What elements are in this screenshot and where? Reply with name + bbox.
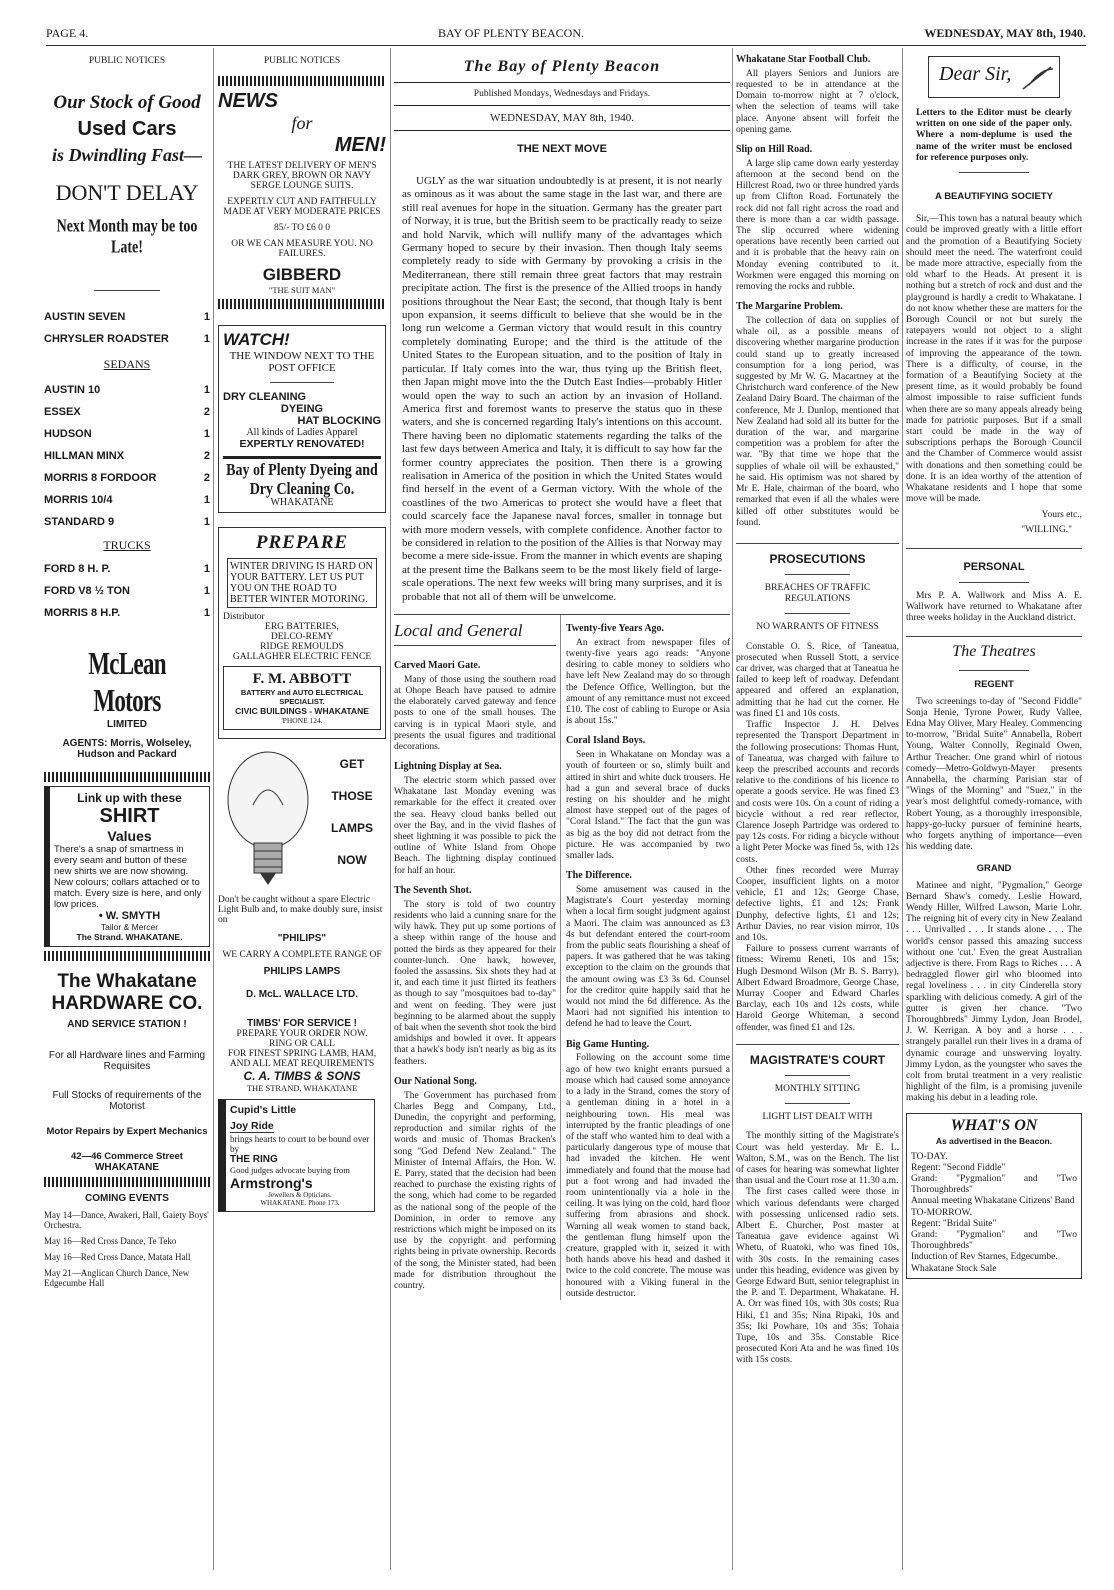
now: NOW (337, 853, 367, 867)
article-text: The first cases called were those in which various defendants were charged with possessing unlicensed radio sets. Albert E. Churcher, Post master at Taneatua gave evidence against Wi Whetu, of Ruatoki, who was fined 10s, with 30s costs. In the remaining cases under this heading, evidence was given by George Edward Butt, senior telegraphist in the P. and T. Department, Whakatane. H. A. Orr was fined 10s, with 30s costs; Rua Hiki, £1 and 35s; Nina Ripaki, 10s and 35s; Iki Powhare, 10s and 35s; Tohaia Tupe, 10s and 35s. Constable Rice prosecuted Kori Ata and he was fined 10s with 15s costs. (736, 1187, 899, 1366)
winter-driving: WINTER DRIVING IS HARD ON YOUR BATTERY. LET US PUT YOU ON THE ROAD TO BETTER WINTER MOTORING. (227, 558, 377, 608)
sedan-list (44, 384, 210, 528)
article-text: The Government has purchased from Charles Begg and Company, Ltd., Dunedin, the copyright and performing, reproduction and similar rights of the words and music of Thomas Bracken's song "God Defend New Zealand." The Minister of Internal Affairs, the Hon. W. E. Parry, stated that the decision had been reached to purchase the existing rights of the song, which had come to be regarded as the national song of the people of the Dominion, in order to remove any restrictions which might be imposed on its use by the copyright and performing rights being in private ownership. Records of the song, the Minister stated, had been made for distribution throughout the country. (394, 1090, 556, 1291)
local-general (394, 615, 730, 1300)
dyeing: DYEING (280, 403, 324, 415)
list-item-count: 1 (203, 585, 210, 597)
jewellers-phone: WHAKATANE. Phone 173. (260, 1199, 340, 1207)
used-cars-line3: is Dwindling Fast— (51, 145, 203, 165)
list-item (44, 311, 210, 323)
judges: Good judges advocate buying from (230, 1165, 350, 1175)
column-divider (390, 48, 391, 1570)
philips-lamps: PHILIPS LAMPS (263, 966, 341, 977)
list-item-label: FORD 8 H. P. (44, 563, 111, 575)
article-text: The electric storm which passed over Whakatane last Monday evening was remarkable for the effect it created over the sea. Heavy cloud banks belled out over the Bay, and in the vivid flashes of sheet lightning it was possible to pick the outline of White Island from Ohope Beach. The lightning display continued for half an hour. (394, 776, 556, 876)
hat: HAT BLOCKING (297, 415, 381, 427)
window: THE WINDOW NEXT TO THE POST OFFICE (229, 350, 375, 374)
hardware-line5: Full Stocks of requirements of the Motorist (52, 1090, 202, 1112)
dry: DRY CLEANING (223, 391, 307, 403)
beautifying-heading: A BEAUTIFYING SOCIETY (935, 191, 1053, 203)
letters-note: Letters to the Editor must be clearly written on one side of the paper only. Where a nom-deplume is used the name of the writer must be enclosed for reference purposes only. (916, 108, 1072, 163)
article-text: An extract from newspaper files of twenty-five years ago reads: "Anyone desiring to cable money to soldiers who have left New Zealand may do so through the Defence Office, Wellington, but the amount of any remittance must not exceed £10. The cost of cabling to Europe or Asia is about 15s." (566, 637, 730, 727)
grand-heading: GRAND (976, 863, 1012, 875)
abbott-phone: 'PHONE 124. (281, 716, 323, 725)
list-item (44, 607, 210, 619)
armstrong: Armstrong's (230, 1175, 313, 1191)
hardware-line1: The Whakatane (57, 971, 197, 992)
willing: "WILLING." (1021, 524, 1072, 535)
coming-events: COMING EVENTS (85, 1193, 169, 1204)
grand-text: Matinee and night, "Pygmalion," George Bernard Shaw's comedy. Leslie Howard, Wendy Hiller, Wilfred Lawson, Marie Lohr. The reigning hit of every city in New Zealand . . . Unrivalled . . . It stands alone . . . The world's censor passed this amazing success without one 'cut.' Even the great Australian adjective is there. From Rags to Riches . . . A bedraggled flower girl who bloomed into regal loveliness . . . in city Cinderella story sparkling with delicious comedy. A girl of the gutter is given her chance. "Two Thoroughbreds" Jimmy Lydon, Joan Brodel, J. W. Kerrigan. A boy and a horse . . . strangely parallel run their lives in a drama of dynamic courage and unswerving loyalty. Jimmy Lydon, as the youngster who saves the colt from brutal treatment in a very realistic highlight of the film, is a promising juvenile making his debut in a leading role. (906, 880, 1082, 1104)
column-divider (902, 48, 903, 1570)
gibberd: GIBBERD (262, 265, 342, 284)
battery-ad (218, 527, 386, 739)
quill-pen-icon (1021, 65, 1055, 91)
whakatane: WHAKATANE (270, 497, 334, 508)
truck-list (44, 563, 210, 619)
editorial-title: THE NEXT MOVE (517, 143, 607, 155)
expertly-text: EXPERTLY CUT AND FAITHFULLY MADE AT VERY MODERATE PRICES (223, 197, 381, 217)
article-title: Carved Maori Gate. (394, 660, 481, 672)
men: MEN! (334, 134, 386, 156)
public-notices-heading-2: PUBLIC NOTICES (263, 56, 341, 66)
masthead: The Bay of Plenty Beacon (463, 58, 661, 75)
list-item-label: ESSEX (44, 406, 81, 418)
light-bulb-icon (218, 745, 318, 895)
car-list (44, 311, 210, 345)
regent-heading: REGENT (974, 679, 1014, 691)
list-item (44, 406, 210, 418)
hardware-line6: Motor Repairs by Expert Mechanics (46, 1126, 208, 1137)
local-general-heading: Local and General (394, 621, 556, 646)
article-title: Twenty-five Years Ago. (566, 623, 665, 634)
hardware-line7: 42—46 Commerce Street (71, 1151, 183, 1162)
timbs-meat: FOR FINEST SPRING LAMB, HAM, AND ALL MEAT REQUIREMENTS (227, 1049, 377, 1069)
article-title: Big Game Hunting. (566, 1038, 650, 1050)
ladies: All kinds of Ladies Apparel (246, 427, 358, 438)
column-2 (218, 48, 386, 1570)
whats-on-sub: As advertised in the Beacon. (935, 1135, 1053, 1146)
event-list (44, 1210, 210, 1288)
list-item (44, 563, 210, 575)
article-text: Other fines recorded were Murray Cooper, insufficient lights on a motor vehicle, £1 and 12s; George Chase, defective lights, £1 and 12s; Frank Dunphy, defective lights, £1 and 12s; Arthur Davies, no rear vision mirror, 10s and 10s. (736, 865, 899, 943)
list-item (44, 585, 210, 597)
used-cars-line2: Used Cars (77, 118, 177, 140)
editorial-text: UGLY as the war situation undoubtedly is at present, it is not nearly as ominous as it was about the same stage in the last war, and there are still real avenues for hope in the situation. Germany has the greater part of Norway, it is true, but the British seem to be practically ready to seize and hold Narvik, which will nullify many of the advantages which Germany hoped to secure by their invasion. Then though Italy seems completely ready to side with Germany by provoking a crisis in the Mediterranean, there still remain three great factors that may restrain precipitate action. The first is the presence of the Allied troops in handy positions throughout the Near East; the second, that though Italy is bent upon expansion, it seems difficult to believe that she would be in the long run welcome a German victory that would result in this country completely dominating Europe; and the third is the attitude of the United States to the European situation, and to the position of Italy in particular. If Italy comes into the war, thus tying up the British fleet, then Japan might move into the the Dutch East Indies—probably Hitler would open the way to such an action by an invasion of Holland. America first and foremost wants to preserve the status quo in these waters, and she is concerned regarding Italy's intentions on this account. There having been no diplomatic statements regarding the talks of the last few days between America and Italy, it is difficult to say how far the former country appreciates the position. Then there is a growing realisation in America of the position in which the United States would find herself in the event of a German victory. With the whole of the coastlines of the two Americas to protect she would have a fleet that could scarcely face the Japanese naval forces, smaller in tonnage but with more modern vessels, with complete confidence. Another factor to be considered in relation to the position of the Allies is that Norway may become a mere side-issue. From the manner in which events are shaping at the present time the Balkans seem to be the most likely field of large-scale operations. The next few weeks will bring many surprises, and it is probable that not all of them will be unwelcome. (402, 175, 722, 603)
watch: WATCH! (223, 330, 290, 349)
list-item-count: 1 (203, 516, 210, 528)
list-item (44, 333, 210, 345)
joy-ride: Joy Ride (230, 1120, 274, 1132)
event-item: May 16—Red Cross Dance, Matata Hall (44, 1252, 191, 1262)
agents: AGENTS: Morris, Wolseley, Hudson and Packard (62, 738, 192, 760)
distributor: Distributor (223, 612, 265, 622)
suit-man: "THE SUIT MAN" (268, 285, 336, 295)
article-text: Following on the account some time ago of how two knight errants pursued a mouse which had caused some annoyance to a lady in the Strand, comes the story of a gentleman dining in a hotel in a neighbouring town. His meal was interrupted by the frantic pleadings of one of the staff who wanted him to deal with a particularly dangerous type of mouse that had invaded the kitchen. He went immediately and found that the mouse had put a foot wrong and had invaded the room unintentionally via a hole in the ceiling. It was lying on the cold, hard floor suffering from abrasions and shock. Warning all weak women to stand back, the gentleman flung himself upon the creature, grappled with it, seized it with both hands above his head and dashed it twice to the cold concrete. The mouse was honoured with a Viking funeral in the outside destructor. (566, 1053, 730, 1299)
letter-text: Sir,—This town has a natural beauty which could be improved greatly with a little effort and the promotion of a Beautifying Society should meet the need. The waterfront could be made more attractive, especially from the old wharf to the Heads. At present it is nothing but a stretch of rock and dust and the playground is hardly a credit to Whakatane. I do not know whether these are matters for the Borough Council or not but surely the ratepayers would not object to a slight increase in the rates if it was for the purpose of improving the appearance of the town. There is a difficulty, of course, in the formation of a Beautifying Society at the present time, as it would probably be found almost impossible to raise sufficient funds when there are so many appeals already being made for patriotic purposes. But if a small start could be made in the way of subscriptions perhaps the Borough Council and the Chamber of Commerce would assist with donations and then something could be done. It is an idea worthy of the attention of Whakatane residents and I hope that some move will be made. (906, 214, 1082, 505)
used-cars-line1: Our Stock of Good (53, 92, 201, 113)
cupid: Cupid's Little (230, 1104, 297, 1116)
list-item-count: 2 (203, 472, 210, 484)
hardware-line2: HARDWARE CO. (51, 993, 203, 1014)
the-ring: THE RING (230, 1154, 278, 1165)
public-notices-heading: PUBLIC NOTICES (88, 56, 166, 66)
timbs-sons: C. A. TIMBS & SONS (243, 1069, 361, 1083)
regent-text: Two screenings to-day of "Second Fiddle" Sonja Henie, Tyrone Power, Rudy Vallee, Edna May Oliver, Mary Healey. Commencing to-morrow, "Bridal Suite" Annabella, Robert Young, Walter Connolly, Reginald Owen, Arthur Treacher. One grand whirl of riotous comedy—Metro-Goldwyn-Mayer presents Annabella, the charming Parisian star of "Wings of the Morning" and "Suez," in the year's most delightful comedy-romance, with Robert Young, as a thoroughly irresponsible, happy-go-lucky pursuer of feminine hearts, who forgets anything of importance—even his wedding date. (906, 696, 1082, 853)
list-item-count: 1 (203, 563, 210, 575)
dry-cleaning-ad (218, 325, 386, 513)
lamps: LAMPS (331, 821, 373, 835)
event-item: May 21—Anglican Church Dance, New Edgecumbe Hall (44, 1268, 190, 1288)
hardware-line3: AND SERVICE STATION ! (67, 1019, 187, 1030)
article-title: The Difference. (566, 870, 632, 882)
personal-heading: PERSONAL (963, 560, 1025, 573)
prepare: PREPARE (255, 532, 349, 553)
editorial-date: WEDNESDAY, MAY 8th, 1940. (489, 112, 635, 124)
event-item: May 16—Red Cross Dance, Te Teko (44, 1236, 177, 1246)
list-item-label: STANDARD 9 (44, 516, 115, 528)
article-title: Coral Island Boys. (566, 735, 646, 747)
column-divider (732, 48, 733, 1570)
page-number: PAGE 4. (46, 26, 89, 40)
list-item-count: 1 (203, 494, 210, 506)
shirt-ad (44, 786, 210, 947)
list-item (44, 384, 210, 396)
list-item-label: MORRIS 10/4 (44, 494, 113, 506)
article-text: Constable O. S. Rice, of Taneatua, prosecuted when Russell Stott, a service car driver, was charged that at Taneatua he failed to keep left of roadway. Defendant appeared and offered an explanation, admitting that he had cut the corner. He was fined £1 and 10s costs. (736, 641, 899, 719)
list-item-count: 1 (203, 311, 210, 323)
timbs-strand: THE STRAND, WHAKATANE (246, 1083, 358, 1093)
strand: The Strand. WHAKATANE. (76, 932, 183, 942)
whats-on-item: TO-DAY. (911, 1151, 948, 1162)
article-title: Slip on Hill Road. (736, 144, 813, 156)
too-late: Next Month may be too Late! (56, 217, 198, 258)
whats-on-item: Grand: "Pygmalion" and "Two Thoroughbreds" (911, 1229, 1077, 1252)
prosecutions-sub: BREACHES OF TRAFFIC REGULATIONS (764, 583, 871, 605)
magistrates-heading: MAGISTRATE'S COURT (749, 1052, 886, 1067)
whats-on-item: Regent: "Second Fiddle" (911, 1162, 1006, 1173)
get: GET (339, 757, 365, 771)
list-item-count: 1 (203, 428, 210, 440)
whats-on-heading: WHAT'S ON (950, 1116, 1038, 1134)
article-text: Traffic Inspector J. H. Delves represented the Transport Department in the following prosecutions: Thomas Hunt, of Taneatua, was charged with failure to keep the prescribed accounts and records relative to the conditions of his licence to operate a goods service. He was fined £3 and costs were 10s. On a count of riding a bicycle without a red rear reflector, Clarence Joseph Partridge was ordered to pay 12s costs. For riding a bicycle without a light Peter Mocke was fined 5s, with 12s costs. (736, 720, 899, 865)
personal-text: Mrs P. A. Wallwork and Miss A. E. Wallwork have returned to Whakatane after three weeks holiday in the Auckland district. (906, 590, 1082, 624)
tailor: Tailor & Mercer (100, 922, 159, 932)
article-title: The Seventh Shot. (394, 884, 472, 896)
article-title: Our National Song. (394, 1075, 477, 1087)
prices: 85/- TO £6 0 0 (273, 223, 331, 233)
dear-sir: Dear Sir, (939, 63, 1012, 85)
list-item-count: 1 (203, 333, 210, 345)
whats-on-box (906, 1113, 1082, 1279)
column-1 (44, 48, 210, 1570)
magistrates-sub: MONTHLY SITTING (774, 1083, 861, 1094)
header-rule (46, 45, 1086, 46)
mclean-motors: McLean Motors (88, 645, 166, 718)
shirt-line2: SHIRT (99, 805, 160, 827)
list-item (44, 516, 210, 528)
those: THOSE (331, 789, 373, 803)
limited: LIMITED (107, 719, 147, 730)
published: Published Mondays, Wednesdays and Fridays. (473, 89, 651, 99)
sedans-heading: SEDANS (103, 357, 151, 371)
renovated: EXPERTLY RENOVATED! (239, 438, 365, 450)
hardware-line4: For all Hardware lines and Farming Requisites (48, 1050, 206, 1072)
list-item-count: 2 (203, 450, 210, 462)
delco: DELCO-REMY (270, 632, 334, 642)
page-header (46, 24, 1086, 40)
article-text: Some amusement was caused in the Magistrate's Court yesterday morning when a local firm sought judgment against a Maori. The claim was announced as £3 4s but defendant entered the court-room from the public seats flourishing a sheaf of papers. It was gathered that he was taking exception to the claim on the grounds that the amount owing was £3 3s 6d. Counsel for the creditor quite happily said that he would not mind the 6d difference. As the Maori had not signified his intention to defend he had to leave the Court. (566, 885, 730, 1030)
shirt-line3: Values (107, 828, 152, 844)
theatres-heading: The Theatres (952, 643, 1036, 661)
philips: "PHILIPS" (277, 933, 327, 944)
whats-on-item: Induction of Rev Starnes, Edgecumbe. (911, 1252, 1058, 1263)
prosecutions-heading: PROSECUTIONS (769, 551, 866, 566)
list-item-count: 1 (203, 607, 210, 619)
carry: WE CARRY A COMPLETE RANGE OF (222, 950, 382, 960)
column-5 (906, 48, 1082, 1570)
list-item (44, 450, 210, 462)
list-item (44, 428, 210, 440)
list-item-label: MORRIS 8 H.P. (44, 607, 121, 619)
article-text: Seen in Whakatane on Monday was a youth of fourteen or so, slimly built and attired in shirt and white duck trousers. He had a gun and several brace of ducks resting on his shoulder and he might almost have stepped out of the pages of "Coral Island." The fact that the gun was as big as the boy did not detract from the picture. He was accompanied by two smaller lads. (566, 750, 730, 862)
prosecutions-sub2: NO WARRANTS OF FITNESS (756, 622, 879, 633)
article-text: Many of those using the southern road at Ohope Beach have paused to admire the elaborately carved gateway and fence posts to one of the small houses. The carving is in typical Maori style, and presents the usual figures and traditional decorations. (394, 674, 556, 753)
list-item-label: AUSTIN 10 (44, 384, 101, 396)
whats-on-list (911, 1152, 1077, 1275)
shirt-text: There's a snap of smartness in every seam and button of these new shirts we are now showing. New colours; collars attached or to match. Every size is here, and only low prices. (54, 844, 202, 910)
bulb-text: Don't be caught without a spare Electric Light Bulb and, to make doubly sure, insist on (218, 895, 383, 925)
magistrates-sub2: LIGHT LIST DEALT WITH (762, 1112, 873, 1123)
article-text: The collection of data on supplies of whale oil, as a possible means of discovering whether margarine production could stand up to greatly increased consumption for a long period, was suggested by Mr W. G. Macartney at the Christchurch ward conference of the New Zealand Dairy Board. The chairman of the conference, Mr J. Dunlop, mentioned that New Zealand had sold all its butter for the duration of the war, and margarine competition was a problem for after the war. "By that time we hope that the supplies of whale oil will be exhausted," he said. His optimism was not shared by Mr E. Hale, chairman of the board, who remarked that even if all the whales were killed off other substitutes would be found. (736, 316, 899, 528)
ridge: RIDGE REMOULDS (260, 642, 344, 652)
shirt-line1: Link up with these (77, 791, 182, 805)
abbott-specialist: BATTERY and AUTO ELECTRICAL SPECIALIST. (240, 688, 364, 706)
list-item-count: 2 (203, 406, 210, 418)
whats-on-item: Grand: "Pygmalion" and "Two Thoroughbreds" (911, 1173, 1077, 1196)
wallace: D. McL. WALLACE LTD. (245, 989, 359, 1000)
list-item-label: HUDSON (44, 428, 92, 440)
abbott: F. M. ABBOTT (252, 671, 352, 687)
smyth: • W. SMYTH (98, 910, 161, 922)
article-text: A large slip came down early yesterday afternoon at the second bend on the Hillcrest Road, two or three hundred yards up from Clifton Road. Fortunately the rock did not fall right across the road and there is more than a car width passage. The slip occurred where widening operations have recently been carried out and it is probable that the heavy rain on Monday evening contributed to it. Workmen were engaged this morning on removing the rocks and rubble. (736, 158, 899, 293)
armstrong-ad (218, 1099, 375, 1212)
event-item: May 14—Dance, Awakeri, Hall, Gaiety Boys' Orchestra. (44, 1210, 209, 1230)
bop-dyeing: Bay of Plenty Dyeing and Dry Cleaning Co. (226, 461, 378, 499)
list-item-label: FORD V8 ½ TON (44, 585, 130, 597)
jewellers: Jewellers & Opticians. (268, 1191, 332, 1199)
article-text: All players Seniors and Juniors are requested to be in attendance at the Domain to-morrow night at 7 o'clock, when the selection of teams will take place. Anyone absent will forfeit the opening game. (736, 68, 899, 135)
list-item-count: 1 (203, 384, 210, 396)
dear-sir-box (928, 56, 1060, 98)
whats-on-item: TO-MORROW. (911, 1207, 972, 1218)
hardware-line8: WHAKATANE (94, 1162, 160, 1173)
yours: Yours etc., (1041, 509, 1082, 520)
paper-title: BAY OF PLENTY BEACON. (438, 26, 585, 40)
article-text: The story is told of two country residents who laid a cunning snare for the wily hawk. They put up some portions of a sheep within range of the house and potted the birds as they appeared for their counter-lunch. One hawk, however, fooled the assassins. Six shots they had at it, and each time it just flirted its feathers as though to say "mosquitoes bad to-day" and went on feeding. They were just beginning to be alarmed about the supply of bait when the seventh shot took the bird amidships and bowled it over. It appears that a hawk's body isn't nearly as big as its feathers. (394, 899, 556, 1067)
dont-delay: DON'T DELAY (55, 180, 199, 205)
abbott-box (223, 666, 381, 730)
article-title: The Margarine Problem. (736, 301, 843, 313)
news: NEWS (218, 90, 278, 112)
list-item-label: HILLMAN MINX (44, 450, 125, 462)
list-item-label: AUSTIN SEVEN (44, 311, 126, 323)
for: for (291, 113, 313, 133)
trucks-heading: TRUCKS (103, 538, 151, 552)
delivery-text: THE LATEST DELIVERY OF MEN'S DARK GREY, BROWN OR NAVY SERGE LOUNGE SUITS. (227, 161, 377, 191)
whats-on-item: Regent: "Bridal Suite" (911, 1218, 997, 1229)
column-3 (394, 48, 730, 1570)
gallagher: GALLAGHER ELECTRIC FENCE (232, 652, 372, 662)
list-item-label: CHRYSLER ROADSTER (44, 333, 169, 345)
column-4 (736, 48, 899, 1570)
erg: ERG BATTERIES, (265, 622, 339, 632)
article-text: Failure to possess current warrants of fitness: Wiremu Reneti, 10s and 15s; Hugh Desmond Wilson (Mr B. S. Barry), Albert Edward Broadmore, George Chase, Murray Cooper and Edward Charles Barclay, each 10s and 12s costs, while Harold George Whiteman, a second offender, was fined £1 and 12s. (736, 944, 899, 1033)
whats-on-item: Whakatane Stock Sale (911, 1263, 997, 1274)
lamps-ad (218, 745, 386, 895)
column-divider (213, 48, 214, 1570)
timbs-order: PREPARE YOUR ORDER NOW. (236, 1029, 368, 1039)
issue-date: WEDNESDAY, MAY 8th, 1940. (924, 26, 1086, 40)
whats-on-item: Annual meeting Whakatane Citizens' Band (911, 1196, 1075, 1207)
list-item (44, 494, 210, 506)
brings: brings hearts to court to be bound over by (230, 1134, 370, 1154)
timbs-ring: RING OR CALL (269, 1039, 335, 1049)
timbs: TIMBS' FOR SERVICE ! (247, 1018, 357, 1029)
article-text: The monthly sitting of the Magistrate's Court was held yesterday. Mr E. L. Walton, S.M., was on the Bench. The list of cases for hearing was somewhat lighter than usual and the Court rose at 11.30 a.m. (736, 1131, 899, 1187)
article-title: Lightning Display at Sea. (394, 761, 502, 773)
list-item (44, 472, 210, 484)
article-title: Whakatane Star Football Club. (736, 54, 871, 65)
civic: CIVIC BUILDINGS - WHAKATANE (235, 706, 369, 716)
list-item-label: MORRIS 8 FORDOOR (44, 472, 157, 484)
measure-text: OR WE CAN MEASURE YOU. NO FAILURES. (231, 239, 373, 259)
